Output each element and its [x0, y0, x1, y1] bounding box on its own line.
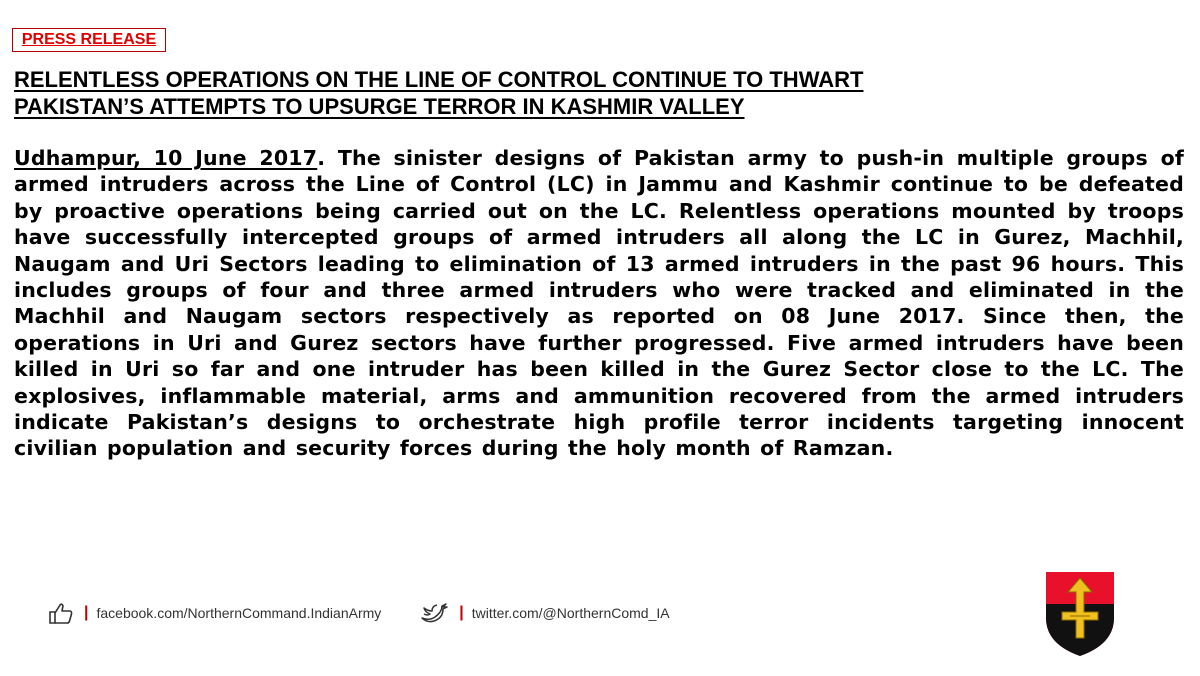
headline-line-2: PAKISTAN’S ATTEMPTS TO UPSURGE TERROR IN KASHMIR VALLEY — [14, 94, 745, 119]
twitter-separator: | — [459, 604, 464, 621]
press-release-badge — [12, 28, 166, 52]
thumbs-up-icon — [48, 602, 74, 624]
headline — [14, 66, 1114, 120]
facebook-separator: | — [84, 604, 89, 621]
headline-line-1: RELENTLESS OPERATIONS ON THE LINE OF CONTROL CONTINUE TO THWART — [14, 67, 864, 92]
press-release-body — [14, 145, 1184, 462]
dateline: Udhampur, 10 June 2017 — [14, 146, 318, 170]
twitter-link[interactable] — [419, 602, 669, 624]
facebook-url[interactable]: facebook.com/NorthernCommand.IndianArmy — [96, 605, 382, 621]
twitter-bird-icon — [419, 602, 449, 624]
facebook-link[interactable] — [48, 602, 381, 624]
twitter-handle[interactable]: twitter.com/@NorthernComd_IA — [471, 605, 670, 621]
press-release-label: PRESS RELEASE — [21, 31, 157, 48]
social-footer — [48, 598, 670, 628]
body-text: . The sinister designs of Pakistan army to push-in multiple groups of armed intruders across the Line of Control (LC) in Jammu and Kashmir continue to be defeated by proactive operations being carried out on the LC. Relentless operations mounted by troops have successfully intercepted groups of armed intruders all along the LC in Gurez, Machhil, Naugam and Uri Sectors leading to elimination of 13 armed intruders in the past 96 hours. This includes groups of four and three armed intruders who were tracked and eliminated in the Machhil and Naugam sectors respectively as reported on 08 June 2017. Since then, the operations in Uri and Gurez sectors have further progressed. Five armed intruders have been killed in Uri so far and one intruder has been killed in the Gurez Sector close to the LC. The explosives, inflammable material, arms and ammunition recovered from the armed intruders indicate Pakistan’s designs to orchestrate high profile terror incidents targeting innocent civilian population and security forces during the holy month of Ramzan. — [14, 146, 1184, 461]
northern-command-logo — [1040, 566, 1120, 658]
